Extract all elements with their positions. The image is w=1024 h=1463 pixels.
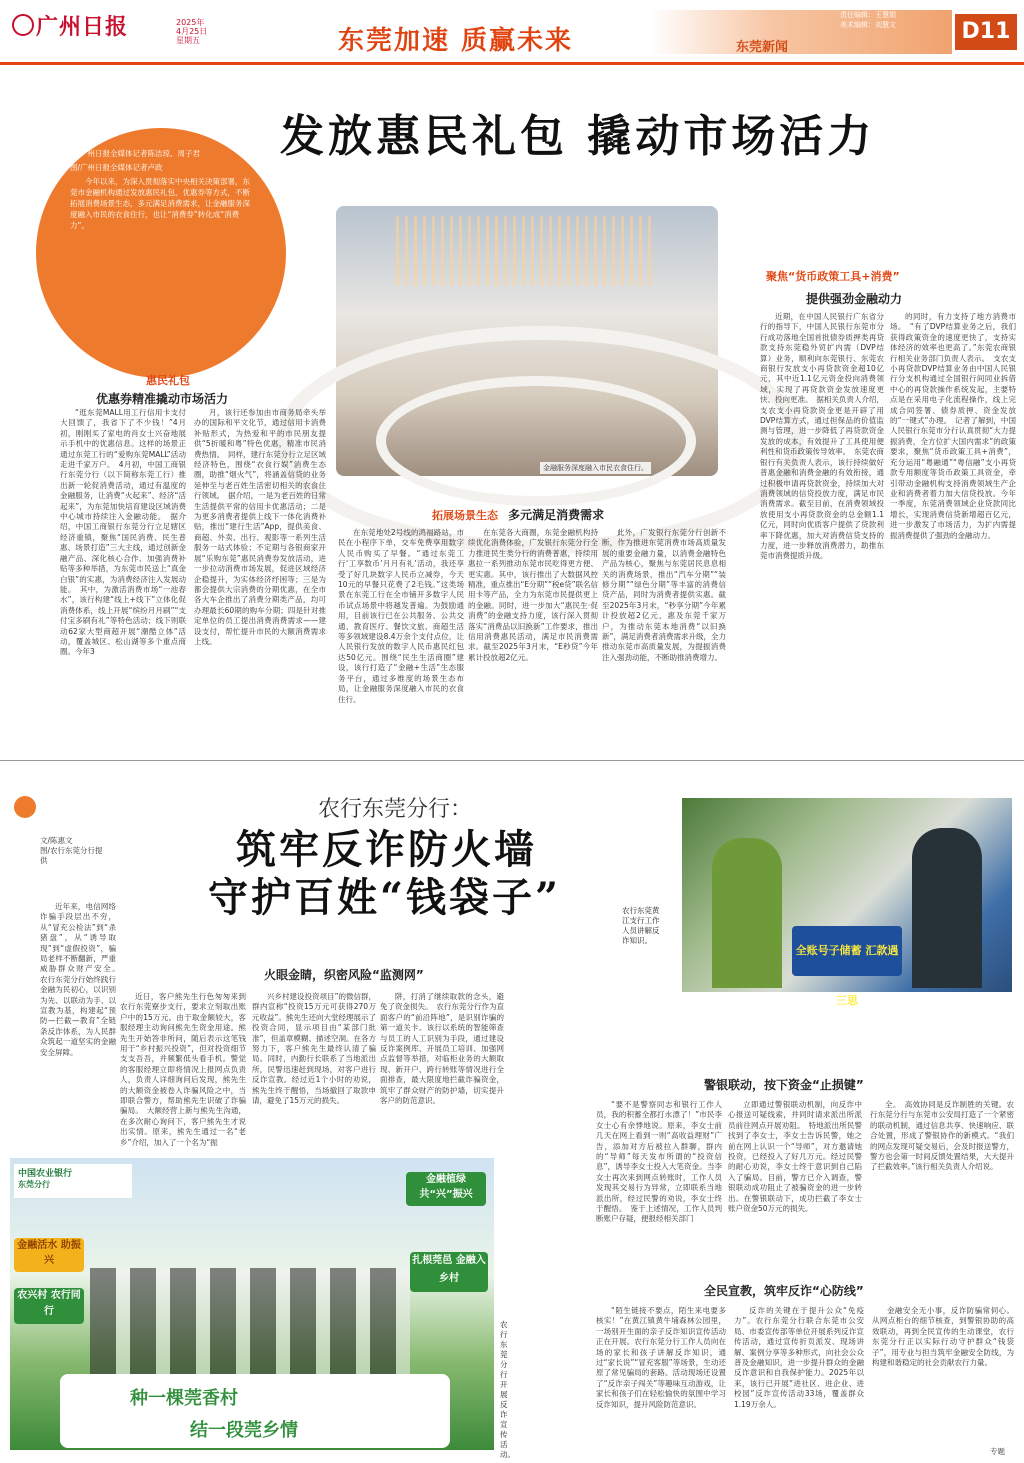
paragraph: 全。 高效协同是反诈制胜的关键。农行东莞分行与东莞市公安局打造了一个紧密的联动机制，通过信息共享、快速响应、联合处置，形成了警银协作的新模式。“我们的网点发现可疑交易后，会及时报送警方，警方也会第一时间反馈处置结果，大大提升了拦截效率。”该行相关负责人介绍说。 <box>870 1100 1014 1172</box>
paragraph: “陌生链接不要点，陌生来电要多核实！”在黄江镇黄牛埔森林公园里，一场别开生面的亲子反诈知识宣传活动正在开展。农行东莞分行工作人员向在场的家长和孩子讲解反诈知识，通过“家长说”“冒充客服”等场景，生动还原了常见骗局的套路。活动现场还设置了“反诈亲子闯关”等趣味互动游戏，让家长和孩子们在轻松愉快的氛围中学习反诈知识，提升风险防范意识。 <box>596 1306 726 1409</box>
rural-promotion-photo <box>10 1158 494 1450</box>
backdrop-slogan-2: 结一段莞乡情 <box>190 1420 298 1441</box>
byline <box>70 148 250 159</box>
text-column <box>728 1100 862 1272</box>
subhead-title: 多元满足消费需求 <box>508 508 605 522</box>
text-column <box>890 312 1016 746</box>
date-weekday: 星期五 <box>176 36 200 45</box>
paragraph: 此外，广发银行东莞分行创新不断，作为推进东莞消费市场高质量发展的重要金融力量，以消费金融特色产品为核心，聚焦与东莞居民息息相关的消费场景，推出“汽车分期”“装修分期”“绿色分期”等丰富的消费信贷产品，同时为消费者提供实惠。截至2025年3月末，“秒享分期”今年累计投放超2亿元，惠及东莞千家万户，为推动东莞本地消费“以旧换新”，满足消费者消费需求升级，全力推动东莞市高质量发展，为提振消费注入强劲动能，不断助推消费增力。 <box>602 528 726 662</box>
editor-credit: 责任编辑：王慧娟 <box>840 11 896 19</box>
paragraph: 近日，客户熊先生行色匆匆来到农行东莞寮步支行，要求立刻取出账户中的15万元。由于取金额较大，客服经理主动询问熊先生资金用途。熊先生开始答非所问，随后表示这笔钱用于“乡村振兴投资”，但对投资细节支支吾吾，并频繁低头看手机。警觉的客服经理立即将情况上报网点负责人，负责人详细询问后发现，熊先生的大额资金被卷入诈骗风险之中，当即联合警方，帮助熊先生识破了诈骗骗局。 大额经营上新与熊先生沟通，在多次耐心询问下，客户熊先生才说出实情。原来，熊先生通过一名“老乡”介绍，加入了一个名为“振 <box>120 992 246 1147</box>
subhead-title: 提供强劲金融动力 <box>806 292 903 306</box>
text-column <box>60 408 186 746</box>
paragraph: 反诈的关键在于提升公众“免疫力”。农行东莞分行联合东莞市公安局、市委宣传部等单位开展系列反诈宣传活动，通过宣传折页派发、现场讲解、案例分享等多种形式，向社会公众普及金融知识，进一步提升群众的金融反诈意识和自我保护能力。2025年以来，该行已开展“进社区、进企业、进校园”反诈宣传活动33场，覆盖群众1.19万余人。 <box>734 1306 864 1409</box>
page-number: D11 <box>955 14 1017 50</box>
newspaper-logo-icon <box>12 14 34 36</box>
paragraph: “逛东莞MALL用工行信用卡支付大回馈了，我省下了不少钱！”4月初，刚刚买了家电的肖女士兴奋地展示手机中的优惠信息。这样的场景正通过东莞工行的“爱购东莞MALL”活动走进千家万户。 4月初，中国工商银行东莞分行（以下简称东莞工行）推出新一轮促消费活动，通过有温度的金融服务，让消费“火起来”、经济“活起来”，为东莞加快培育建设区域消费中心城市持续注入金融动能。 据介绍，中国工商银行东莞分行立足辖区经济重镇，聚焦“国民消费、民生普惠、场景打造”三大主线，通过创新金融产品、深化核心合作、加强消费补贴等多种举措，为东莞市民送上“真金白银”的实惠，为消费经济注入发展动能。 其中，为激活消费市场“一池春水”，该行构建“线上+线下”立体化促消费体系，线上开展“缤纷月月刷”“支付宝多刷有礼”等特色活动；线下则联动62家大型商超开展“潮酷立体”活动，覆盖城区、松山湖等多个重点商圈。今年3 <box>60 408 186 657</box>
byline-text-2: 周子君 <box>177 149 201 158</box>
paragraph: 兴乡村建设投资项目”的微信群，群内宣称“投资15万元可获得270万元收益”。熊先生还向大堂经理展示了投资合同，显示项目由“某部门批准”，但盖章模糊、描述空洞。在各方努力下，客户熊先生最终认清了骗局。同时，内勤行长联系了当地派出所，民警迅速赶到现场，对客户进行反诈宣教。经过近1个小时的劝说，熊先生终于醒悟，当场撤回了取款申请，避免了15万元的损失。 <box>252 992 376 1106</box>
issue-date <box>176 18 236 45</box>
mall-atrium-photo <box>336 206 718 476</box>
page-footer-tag: 专题 <box>990 1447 1005 1456</box>
anti-fraud-desk-photo <box>682 798 1012 1007</box>
mall-ring <box>376 376 696 506</box>
text-column <box>252 992 376 1148</box>
subhead-title: 优惠券精准撬动市场活力 <box>96 392 229 406</box>
photo-caption: 农行东莞分行开展反诈宣传活动。 <box>500 1320 515 1459</box>
newspaper-logo: 广州日报 <box>36 14 129 40</box>
text-column <box>760 312 884 746</box>
byline-text: 文/广州日报全媒体记者陈洁琼、 <box>70 149 178 158</box>
photo-byline: 图/广州日报全媒体记者卢政 <box>70 163 163 172</box>
subhead-title: 警银联动，按下资金“止损键” <box>704 1078 864 1092</box>
subhead-kicker: 聚焦“货币政策工具+消费” <box>766 270 900 283</box>
page-slogan: 东莞加速 质赢未来 <box>338 26 574 56</box>
subhead-kicker: 拓展场景生态 <box>432 509 498 522</box>
customer-figure <box>912 828 982 988</box>
section-divider <box>0 760 1024 761</box>
paragraph: 金融安全无小事，反诈防骗常伺心。从网点柜台的细节核查，到警银协助的高效联动，再到全民宣传的生动课堂，农行东莞分行正以实际行动守护群众“钱袋子”，用专业与担当筑牢金融安全防线，为构建和谐稳定的社会贡献农行力量。 <box>872 1306 1014 1368</box>
subhead <box>432 504 604 523</box>
paragraph: 月，该行还参加由市商务局牵头举办的国际和平文化节，通过信用卡消费补贴形式，为热爱和平的市民朋友提供“5折暖和粤”特色优惠，精准市民消费热情。 同样，建行东莞分行立足区域经济特色，围绕“衣食行娱”消费生态圈，助推“烟火气”，将涵盖信贷的业务延伸至与老百姓生活密切相关的农食住行领域。 据介绍，一是为老百姓的日常生活提供平常的信用卡优惠活动；二是为更多消费者提供上线下一体化消费补贴，推出“建行生活”App，提供美食、商超、外卖、出行、观影等一系列生活服务一站式体验；不定期与各银商家开展“乐购东莞”惠民消费券发放活动，进一步拉动消费市场发展，促进区域经济企稳提升，为实体经济纾困等；三是为都会提供大宗消费的分期优惠，在全市各大车企推出了消费分期类产品，均可办理最长60期的购车分期；四是针对推定单位的员工提出消费消费需求——建设支付，帮忙提升市民的大额消费需求上线。 <box>194 408 326 646</box>
section-name: 东莞新闻 <box>736 40 789 55</box>
byline-text: 文/陈惠文 <box>40 836 73 845</box>
text-column <box>596 1100 722 1272</box>
paragraph: 阱，打消了继续取款的念头，避免了资金损失。 农行东莞分行作为直面客户的“前沿阵地”，是识别诈骗的第一道关卡。该行以系统的智能筛查与员工的人工识别为手段，通过建设反诈案例库、开展员工培训、加强网点监督等举措，对临柜业务的大额取现、新开户、跨行转账等情况进行全面排查，最大限度地拦截诈骗资金，筑牢了群众财产的防护墙，切实提升客户的防范意识。 <box>380 992 504 1106</box>
photo-credit: 图/农行东莞分行提供 <box>40 846 103 865</box>
photo-banner: 全账号子储蓄 汇款遇三思 <box>792 926 902 976</box>
paragraph: 近年来，电信网络诈骗手段层出不穷，从“冒充公检法”到“杀猪盘”，从“诱导取现”到“虚假投资”，骗局老样不断翻新，严重威胁群众财产安全。 农行东莞分行始终践行金融为民初心，以识别为先、以联动为手、以宣教为基，构建起“预防—拦截—教育”全链条反诈体系，为人民群众筑起一道坚实的金融安全屏障。 <box>40 902 124 1057</box>
text-column <box>380 992 504 1148</box>
photo-banner: 金融活水 助振兴 <box>14 1238 84 1272</box>
text-column <box>194 408 326 746</box>
text-column <box>602 528 726 746</box>
text-column <box>120 992 246 1148</box>
text-column <box>468 528 598 746</box>
bank-sign-name: 中国农业银行 <box>18 1169 73 1179</box>
story2-kicker: 农行东莞分行： <box>318 797 473 822</box>
date-day: 4月25日 <box>176 27 208 36</box>
art-editor-credit: 美术编辑：刘慧文 <box>840 21 896 29</box>
text-column <box>734 1306 864 1438</box>
text-column <box>596 1306 726 1438</box>
ceiling-lights <box>396 216 656 286</box>
backdrop-slogan-1: 种一棵莞香村 <box>130 1388 238 1409</box>
header-band <box>650 10 952 54</box>
staff-figure <box>712 838 782 988</box>
text-column <box>872 1306 1014 1438</box>
text-column <box>870 1100 1014 1272</box>
main-headline: 发放惠民礼包 撬动市场活力 <box>280 111 876 162</box>
lead-box <box>70 148 250 234</box>
story2-headline-line2: 守护百姓“钱袋子” <box>208 874 562 921</box>
paragraph: “要不是警察同志和银行工作人员，我的积蓄全都打水漂了！”市民李女士心有余悸地说。原来，李女士前几天在网上看到一则“高收益理财”广告，添加对方后被拉入群聊，群内的“导师”每天发布所谓的“投资信息”，诱导李女士投入大笔资金。当李女士再次来到网点转账时，工作人员发现其交易行为异常，立即联系当地派出所，经过民警的劝说，李女士终于醒悟。 鉴于上述情况，工作人员判断账户存疑，便报经相关部门 <box>596 1100 722 1224</box>
photo-caption: 农行东莞黄江支行工作人员讲解反诈知识。 <box>622 906 660 945</box>
subhead-title: 火眼金睛，织密风险“监测网” <box>264 968 424 982</box>
bank-sign <box>14 1164 132 1198</box>
text-column <box>338 528 464 746</box>
bank-sign-branch: 东莞分行 <box>18 1180 50 1189</box>
header-rule <box>0 62 1024 65</box>
paragraph: 在东莞地处2号线的鸿福路站，市民在小程序下单，交车免费享用数字人民币购买了早餐。“通过东莞工行‘工享数币’月月有礼’活动，我还享受了好几块数字人民币立减券，今天10元的早餐只花费了2毛钱。”这类场景在东莞工行在全市铺开多数字人民币试点场景中将越发普遍。为鼓励通用，目前该行已在公共服务、公共交通、教育医疗、餐饮文旅、商超生活等多领域建设8.4万余个支付点位，让人民银行发放的数字人民币惠民红包达50亿元。围绕“民生生活商圈”建设，该行打造了“金融+生活”生态服务平台，通过多维度的场景生态布局，让金融服务深度融入市民的衣食住行。 <box>338 528 464 704</box>
paragraph: 近期，在中国人民银行广东省分行的指导下，中国人民银行东莞市分行成功落地全国首批债券质押类再贷款支持东莞稳外贸扩内需（DVP结算）业务，顺利向东莞银行、东莞农商银行发放支小再贷款资金超10亿元，其中近1.1亿元资金投向消费领域，实现了再贷款资金发放速度更快、投向更准。 据相关负责人介绍，支农支小再贷款资金更是开辟了用DVP结算方式，通过担保品的价值监测与管理，进一步降低了再贷款资金发放的成本，有效提升了工具使用便利性和货币政策传导效率。 东莞农商银行有关负责人表示，该行持续做好普惠金融和消费金融的有效衔接，通过积极申请再贷款资金，持续加大对消费领域的信贷投放力度，满足市民消费需求。截至目前，在消费领域投放使用支小再贷款资金的总金额1.1亿元，同时向优质客户提供了贷款利率下降优惠，加大对消费信贷支持的力度，进一步释放消费潜力，助推东莞市消费提质升级。 <box>760 312 884 561</box>
photo-banner: 扎根莞邑 金融入乡村 <box>410 1252 488 1292</box>
editor-credits <box>840 10 896 30</box>
event-backdrop <box>60 1374 450 1448</box>
photo-banner: 农兴村 农行同行 <box>14 1288 84 1324</box>
paragraph: 的同时，有力支持了地方消费市场。 “有了DVP结算业务之后，我们获得政策资金的速度更快了，支持实体经济的效率也更高了。”东莞农商银行相关业务部门负责人表示。 支农支小再贷款DVP结算业务由中国人民银行分支机构通过全国银行间同业拆借中心的再贷款操作系统发起，主要特点是在采用电子化流程操作，线上完成合同签署、债券质押、资金发放的“一键式”办理。 记者了解到，中国人民银行东莞市分行认真贯彻“大力提振消费，全方位扩大国内需求”的政策要求，聚焦“货币政策工具+消费”，充分运用“粤融通”“粤信融”支小再贷款专用额度等货币政策工具资金，牵引带动金融机构支持消费领域生产企业和消费者着力加大信贷投放。今年一季度，东莞消费领域企业贷款同比增长，实现消费信贷新增超百亿元，进一步激发了市场活力，为扩内需提振消费提供了强劲的金融动力。 <box>890 312 1016 540</box>
subhead-title: 全民宣教，筑牢反诈“心防线” <box>704 1284 864 1298</box>
paragraph: 在东莞各大商圈，东莞金融机构持续优化消费体验，广发银行东莞分行全力推进民生类分行的消费普惠，持续用惠拉一系列推动东莞市民吃得更方便、更实惠。其中，该行推出了大数据风控精准，重点推出“E分期”“税e贷”联名信用卡等产品，全力为东莞市民提供更上的金融。同时，进一步加大“惠民生·促消费”的金融支持力度，该行深入贯彻落实“消费品以旧换新”工作要求，推出信用消费惠民活动，满足市民消费需求。截至2025年3月末，“E秒贷”今年累计投放超2亿元。 <box>468 528 598 662</box>
story2-byline <box>40 836 110 866</box>
date-year: 2025年 <box>176 18 205 27</box>
lead-paragraph: 今年以来，为深入贯彻落实中央相关决策部署，东莞市金融机构通过发放惠民礼包、优惠券等方式，不断拓展消费场景生态，多元满足消费需求，让金融服务深度融入市民的衣食住行，也让“消费券”转化成“消费力”。 <box>70 177 250 230</box>
staff-group <box>90 1268 410 1378</box>
paragraph: 立即通过警银联动机制，向反诈中心报送可疑线索，并同时请求派出所派员前往网点开展劝阻。 特地派出所民警找到了李女士，李女士告诉民警，她之前在网上认识一个“导师”，对方邀请她投资，已经投入了好几万元。经过民警的耐心劝说，李女士终于意识到自己陷入了骗局。目前，警方已介入调查，警银联动成功阻止了被骗资金的进一步转出。在警银联动下，成功拦截了李女士账户资金50万元的损失。 <box>728 1100 862 1214</box>
photo-banner: 金融植绿 共“兴”振兴 <box>406 1172 486 1206</box>
orange-dot-decoration <box>14 796 36 818</box>
story2-lead <box>40 902 124 1078</box>
story2-headline-line1: 筑牢反诈防火墙 <box>236 826 537 873</box>
subhead-kicker: 惠民礼包 <box>146 374 190 387</box>
photo-caption: 金融服务深度融入市民衣食住行。 <box>540 462 651 474</box>
